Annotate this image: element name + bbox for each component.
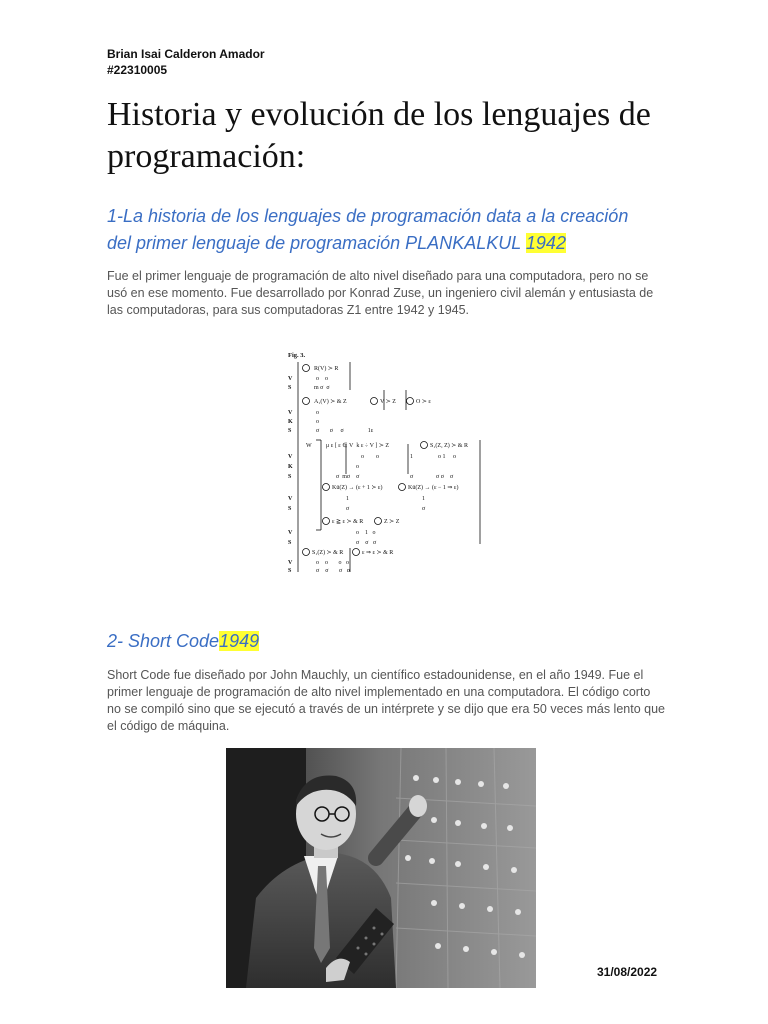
svg-text:σ σ σ σ: σ σ σ σ (316, 568, 350, 574)
svg-text:S: S (288, 540, 292, 546)
svg-text:V ≻ Z: V ≻ Z (380, 399, 396, 405)
svg-text:o o: o o (316, 376, 328, 382)
svg-text:V: V (288, 496, 293, 502)
svg-text:σ σ σ: σ σ σ (356, 540, 377, 546)
section-2-heading (107, 628, 259, 655)
svg-text:1: 1 (346, 496, 349, 502)
svg-text:K: K (288, 419, 293, 425)
svg-text:m σ σ: m σ σ (314, 385, 330, 391)
author-name: Brian Isai Calderon Amador (107, 47, 265, 61)
section-2-paragraph: Short Code fue diseñado por John Mauchly, un científico estadounidense, en el año 1949. Fue el primer lenguaje de programación de alto nivel implementado en una computadora. El código corto no se compiló sino que se ejecutó a través de un intérprete y se dijo que era 50 veces más lento que el código de máquina. (107, 668, 665, 733)
svg-text:S: S (288, 385, 292, 391)
svg-text:o o o o: o o o o (316, 560, 349, 566)
section-1-heading-text: 1-La historia de los lenguajes de programación data a la creación del primer lenguaje de programación PLANKALKUL (107, 206, 629, 253)
svg-text:1: 1 (410, 454, 413, 460)
section-1-heading (107, 203, 637, 257)
svg-text:S: S (288, 474, 292, 480)
svg-text:o o: o o (361, 454, 379, 460)
author-id: #22310005 (107, 63, 168, 77)
plankalkul-figure (286, 350, 486, 576)
svg-text:o: o (316, 419, 319, 425)
svg-text:S: S (288, 568, 292, 574)
svg-text:σ σ σ: σ σ σ (436, 474, 454, 480)
svg-text:S: S (288, 506, 292, 512)
section-2-heading-text: 2- Short Code (107, 631, 220, 651)
svg-text:σ: σ (346, 506, 350, 512)
svg-text:O ≻ ε: O ≻ ε (416, 399, 431, 405)
figure-label: Fig. 3. (288, 352, 306, 359)
svg-text:Kü(Z) → (ε + 1 ≻ ε): Kü(Z) → (ε + 1 ≻ ε) (332, 485, 383, 491)
svg-text:S₁(Z) ≻ & R: S₁(Z) ≻ & R (312, 550, 344, 556)
svg-text:S: S (288, 428, 292, 434)
svg-text:σ: σ (410, 474, 414, 480)
svg-text:S₁(Z, Z) ≻ & R: S₁(Z, Z) ≻ & R (430, 443, 468, 449)
document-date: 31/08/2022 (597, 965, 658, 979)
author-block (107, 46, 265, 78)
svg-text:o 1 o: o 1 o (438, 454, 456, 460)
svg-text:o 1 o: o 1 o (356, 530, 376, 536)
svg-text:K: K (288, 464, 293, 470)
section-1-heading-year: 1942 (525, 233, 566, 253)
svg-text:σ: σ (422, 506, 426, 512)
svg-text:ε ≧ ε ≻ & R: ε ≧ ε ≻ & R (332, 519, 364, 525)
svg-text:A₁(V) ≻ & Z: A₁(V) ≻ & Z (314, 399, 347, 405)
svg-text:o: o (356, 464, 359, 470)
svg-text:R(V) ≻ R: R(V) ≻ R (314, 366, 339, 372)
svg-text:ε ⇒ ε ≻ & R: ε ⇒ ε ≻ & R (362, 550, 394, 556)
svg-text:Z ≻ Z: Z ≻ Z (384, 519, 400, 525)
svg-text:σ mσ σ: σ mσ σ (336, 474, 360, 480)
svg-text:σ σ σ: σ σ σ 1ε (316, 428, 374, 434)
svg-text:1: 1 (422, 496, 425, 502)
svg-text:μ ε [ ε ∈ V k ε ÷ V ] ≻ Z: μ ε [ ε ∈ V k ε ÷ V ] ≻ Z (326, 443, 390, 449)
svg-text:o: o (316, 410, 319, 416)
svg-text:V: V (288, 410, 293, 416)
section-1-paragraph: Fue el primer lenguaje de programación de alto nivel diseñado para una computadora, pero no se usó en ese momento. Fue desarrollado por Konrad Zuse, un ingeniero civil alemán y entusiasta de las computadoras, para sus computadoras Z1 entre 1942 y 1945. (107, 269, 654, 317)
svg-text:W: W (306, 443, 312, 449)
john-mauchly-photo (226, 748, 536, 988)
svg-text:V: V (288, 530, 293, 536)
section-2-heading-year: 1949 (219, 631, 260, 651)
document-title: Historia y evolución de los lenguajes de programación: (107, 96, 651, 175)
svg-text:V: V (288, 376, 293, 382)
svg-text:Kü(Z) → (ε − 1 ⇒ ε): Kü(Z) → (ε − 1 ⇒ ε) (408, 485, 459, 491)
svg-text:V: V (288, 454, 293, 460)
svg-text:V: V (288, 560, 293, 566)
